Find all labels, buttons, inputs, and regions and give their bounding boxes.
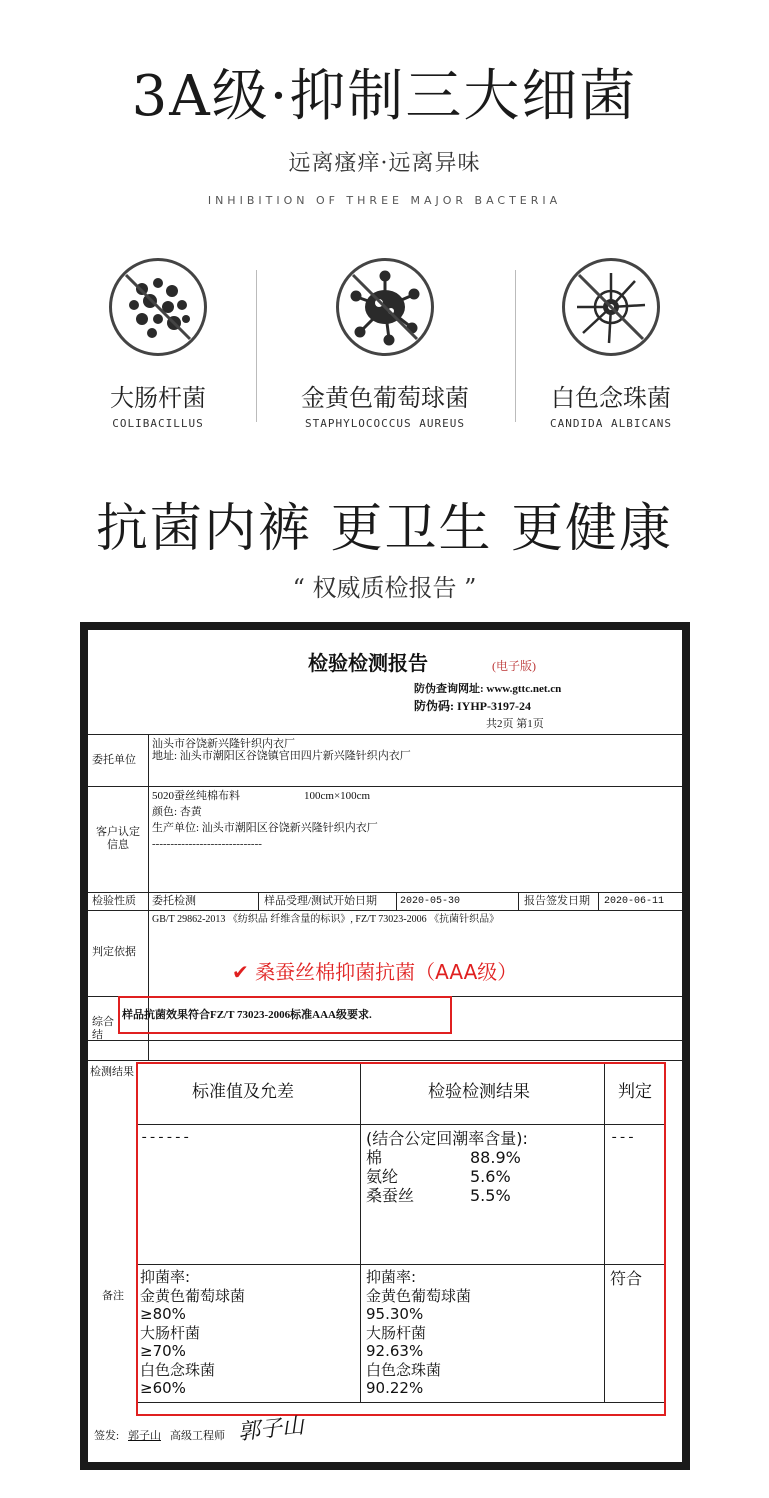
bacteria-card-staphylococcus bbox=[257, 258, 513, 430]
row2-result bbox=[366, 1268, 471, 1398]
subtitle: 远离瘙痒·远离异味 bbox=[288, 151, 481, 176]
row2-standard-line: 抑菌率: bbox=[140, 1268, 191, 1286]
highlight-text bbox=[232, 960, 517, 984]
bacteria-english: STAPHYLOCOCCUS AUREUS bbox=[304, 417, 466, 430]
result-label: 检测结果 bbox=[90, 1066, 134, 1078]
row1-result-head: (结合公定回潮率含量): bbox=[366, 1129, 528, 1148]
conclusion-text: 样品抗菌效果符合FZ/T 73023-2006标准AAA级要求. bbox=[122, 1009, 372, 1021]
bacteria-name: 白色念珠菌 bbox=[551, 384, 671, 412]
row2-result-line: 白色念珠菌 bbox=[366, 1360, 442, 1379]
row2-result-line: 抑菌率: bbox=[366, 1268, 417, 1286]
row2-standard-line: ≥80% bbox=[140, 1305, 186, 1323]
issued-label: 报告签发日期 bbox=[524, 895, 590, 907]
sample-line3: 生产单位: 汕头市潮阳区谷饶新兴隆针织内衣厂 bbox=[152, 822, 378, 834]
virus-icon bbox=[336, 258, 434, 356]
report-query-url: 防伪查询网址: www.gttc.net.cn bbox=[414, 683, 562, 695]
received-date: 2020-05-30 bbox=[400, 896, 461, 907]
sample-size: 100cm×100cm bbox=[304, 790, 371, 802]
client-line1: 汕头市谷饶新兴隆针织内衣厂 bbox=[152, 738, 295, 750]
col-standard: 标准值及允差 bbox=[192, 1082, 294, 1102]
bacteria-card-candida bbox=[483, 258, 739, 430]
nature-label: 检验性质 bbox=[92, 895, 136, 907]
row2-result-line: 金黄色葡萄球菌 bbox=[366, 1286, 472, 1305]
sample-dashes: ------------------------------ bbox=[152, 838, 262, 850]
signature: 郭子山 bbox=[236, 1412, 306, 1445]
report-title: 检验检测报告 bbox=[308, 651, 428, 675]
nature-value: 委托检测 bbox=[152, 895, 196, 907]
fiber-name: 氨纶 bbox=[366, 1167, 399, 1186]
report-document bbox=[88, 630, 682, 1462]
fiber-value: 88.9% bbox=[470, 1148, 521, 1167]
issued-date: 2020-06-11 bbox=[604, 896, 665, 907]
signer-name: 郭子山 bbox=[128, 1430, 161, 1442]
col-judge: 判定 bbox=[618, 1082, 652, 1102]
report-pages: 共2页 第1页 bbox=[486, 718, 544, 730]
col-result: 检验检测结果 bbox=[428, 1082, 530, 1102]
highlight-label: 桑蚕丝棉抑菌抗菌（AAA级） bbox=[255, 960, 518, 984]
remark-label: 备注 bbox=[102, 1290, 124, 1302]
fiber-name: 桑蚕丝 bbox=[366, 1186, 415, 1205]
bacteria-name: 金黄色葡萄球菌 bbox=[301, 384, 469, 412]
bacteria-name: 大肠杆菌 bbox=[110, 384, 206, 412]
bacteria-card-colibacillus bbox=[30, 258, 286, 430]
sample-label: 客户认定信息 bbox=[96, 826, 140, 851]
fiber-value: 5.6% bbox=[470, 1167, 511, 1186]
fiber-name: 棉 bbox=[366, 1148, 383, 1167]
bacteria-dots-icon bbox=[109, 258, 207, 356]
row2-judge: 符合 bbox=[610, 1269, 643, 1288]
row1-standard: ------ bbox=[140, 1130, 191, 1146]
report-edition: (电子版) bbox=[492, 659, 536, 673]
row2-standard-line: 大肠杆菌 bbox=[140, 1323, 201, 1342]
conclusion-label: 综合结 bbox=[92, 1016, 114, 1041]
row1-judge: --- bbox=[610, 1130, 636, 1146]
english-subtitle: INHIBITION OF THREE MAJOR BACTERIA bbox=[207, 194, 562, 207]
row2-standard-line: ≥70% bbox=[140, 1342, 186, 1360]
row2-standard-line: 金黄色葡萄球菌 bbox=[140, 1286, 246, 1305]
row2-result-line: 95.30% bbox=[366, 1305, 424, 1323]
basis-text: GB/T 29862-2013 《纺织品 纤维含量的标识》, FZ/T 73023-2006 《抗菌针织品》 bbox=[152, 914, 500, 925]
sample-line1: 5020蚕丝纯棉布料 bbox=[152, 790, 240, 802]
basis-label: 判定依据 bbox=[92, 946, 136, 958]
fungus-icon bbox=[562, 258, 660, 356]
row2-result-line: 大肠杆菌 bbox=[366, 1323, 427, 1342]
row2-result-line: 90.22% bbox=[366, 1379, 424, 1397]
client-label: 委托单位 bbox=[92, 754, 136, 766]
signer-label: 签发: bbox=[94, 1430, 120, 1442]
sample-line2: 颜色: 杏黄 bbox=[152, 806, 202, 818]
row2-result-line: 92.63% bbox=[366, 1342, 424, 1360]
row2-standard-line: 白色念珠菌 bbox=[140, 1360, 216, 1379]
bacteria-english: CANDIDA ALBICANS bbox=[550, 417, 672, 430]
headline: 抗菌内裤 更卫生 更健康 bbox=[95, 499, 674, 559]
check-icon: ✔ bbox=[232, 960, 249, 984]
client-line2: 地址: 汕头市潮阳区谷饶镇官田四片新兴隆针织内衣厂 bbox=[152, 750, 411, 762]
quote: “ 权威质检报告 ” bbox=[292, 574, 477, 602]
row2-standard bbox=[140, 1268, 245, 1398]
bacteria-english: COLIBACILLUS bbox=[112, 417, 204, 430]
signer-title: 高级工程师 bbox=[170, 1430, 225, 1442]
row2-standard-line: ≥60% bbox=[140, 1379, 186, 1397]
fiber-value: 5.5% bbox=[470, 1186, 511, 1205]
report-code: 防伪码: IYHP-3197-24 bbox=[414, 699, 531, 713]
received-label: 样品受理/测试开始日期 bbox=[264, 895, 378, 907]
page-title: 3A级·抑制三大细菌 bbox=[131, 64, 638, 129]
